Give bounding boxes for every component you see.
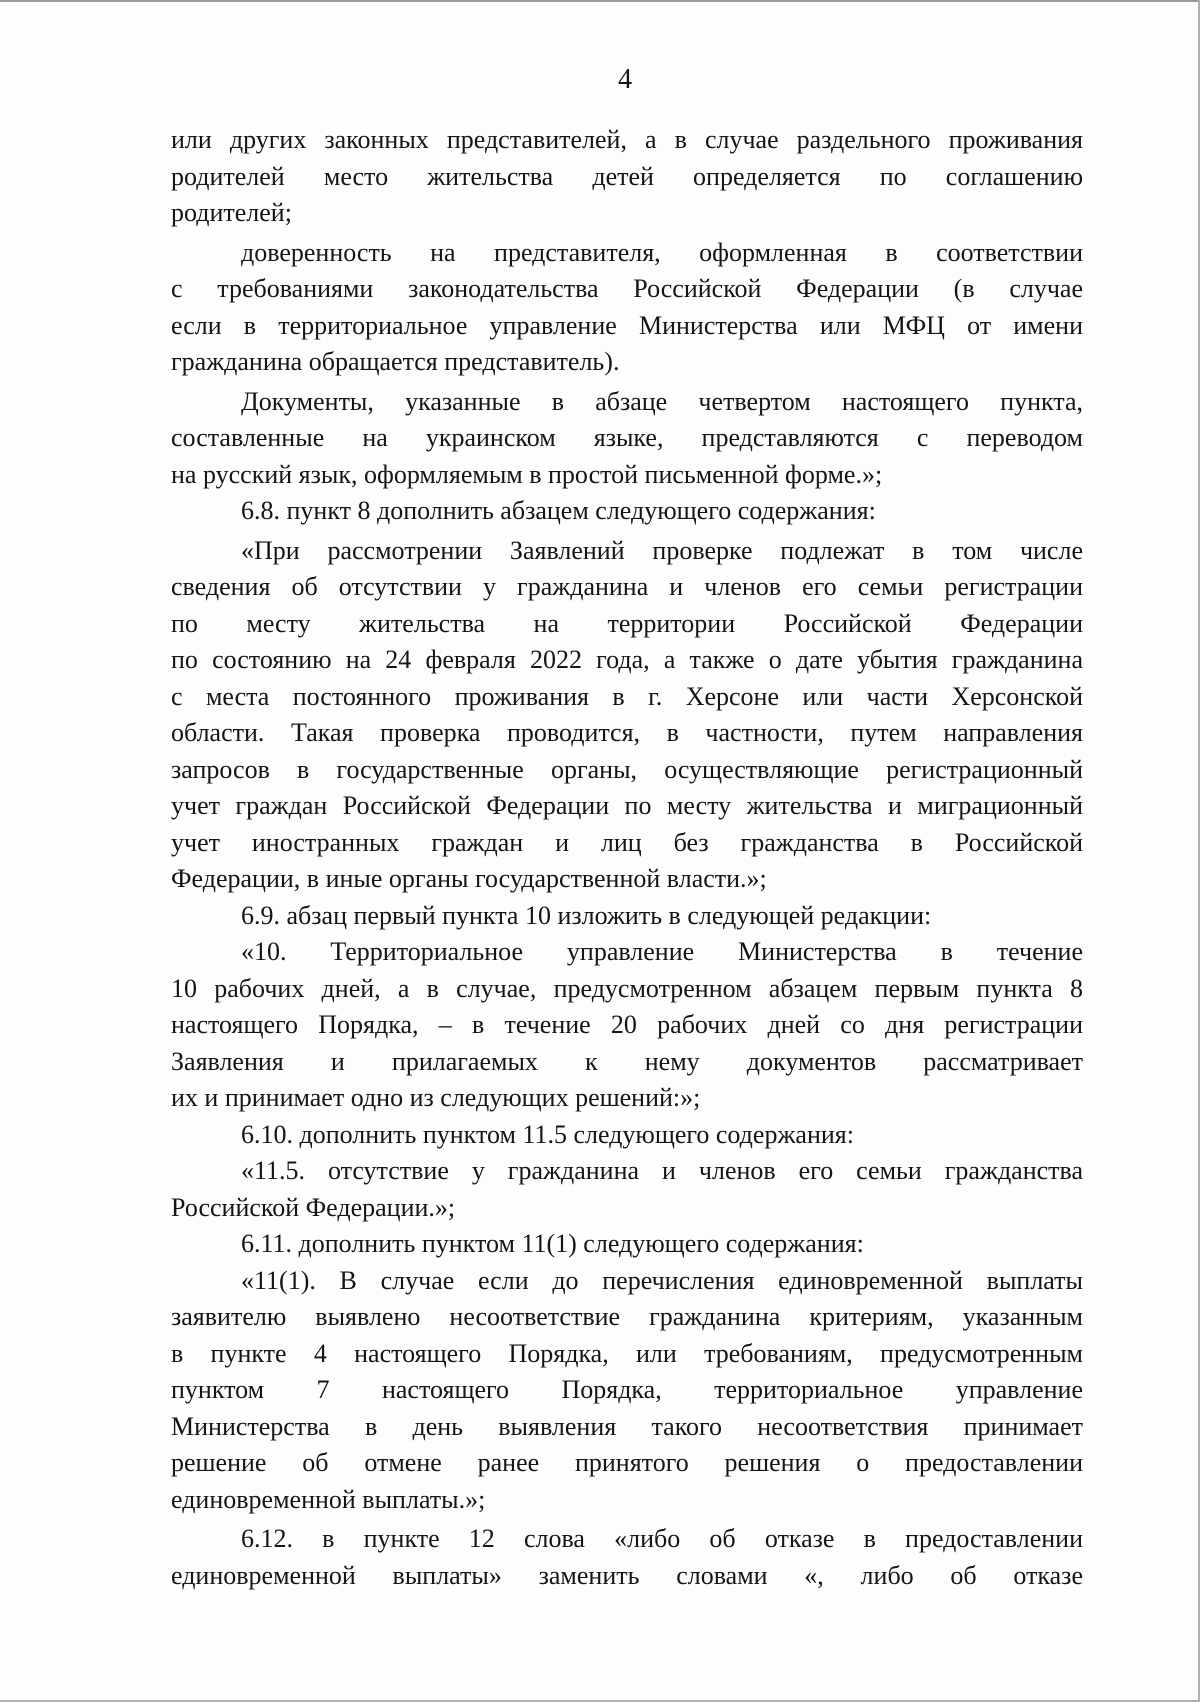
text-line: учет граждан Российской Федерации по месту жительства и миграционный — [171, 791, 1083, 820]
text-line: в пункте 4 настоящего Порядка, или требованиям, предусмотренным — [171, 1338, 1083, 1368]
text-line: на русский язык, оформляемым в простой письменной форме.»; — [171, 459, 883, 489]
page-number: 4 — [618, 64, 632, 95]
paragraph — [171, 1521, 1083, 1594]
text-line: гражданина обращается представитель). — [171, 347, 620, 376]
text-line: по состоянию на 24 февраля 2022 года, а также о дате убытия гражданина — [171, 645, 1083, 674]
text-line: Российской Федерации.»; — [171, 1192, 456, 1222]
text-line: учет иностранных граждан и лиц без гражданства в Российской — [171, 827, 1083, 857]
paragraph — [171, 384, 1083, 494]
text-line: «11(1). В случае если до перечисления единовременной выплаты — [241, 1265, 1083, 1295]
text-line: решение об отмене ранее принятого решения о предоставлении — [171, 1448, 1083, 1477]
text-line: по месту жительства на территории Российской Федерации — [171, 608, 1083, 638]
text-line: настоящего Порядка, – в течение 20 рабочих дней со дня регистрации — [171, 1010, 1083, 1039]
text-line: 10 рабочих дней, а в случае, предусмотренном абзацем первым пункта 8 — [171, 973, 1083, 1003]
text-line: «10. Территориальное управление Министерства в течение — [241, 937, 1083, 966]
text-line: доверенность на представителя, оформленная в соответствии — [241, 237, 1083, 267]
paragraph — [171, 934, 1083, 1117]
text-line: или других законных представителей, а в случае раздельного проживания — [171, 125, 1083, 154]
text-line: единовременной выплаты.»; — [171, 1484, 486, 1514]
text-line: составленные на украинском языке, представляются с переводом — [171, 423, 1083, 452]
text-line: «11.5. отсутствие у гражданина и членов его семьи гражданства — [241, 1156, 1083, 1185]
text-line: Заявления и прилагаемых к нему документов рассматривает — [171, 1046, 1083, 1076]
page-edge-top — [0, 0, 1200, 2]
text-line: заявителю выявлено несоответствие гражданина критериям, указанным — [171, 1302, 1083, 1331]
paragraph — [171, 898, 1083, 935]
paragraph — [171, 122, 1083, 232]
text-line: 6.12. в пункте 12 слова «либо об отказе в предоставлении — [241, 1524, 1083, 1553]
text-line: родителей; — [171, 198, 292, 227]
text-line: 6.9. абзац первый пункта 10 изложить в следующей редакции: — [241, 900, 932, 930]
paragraph — [171, 1117, 1083, 1154]
text-line: единовременной выплаты» заменить словами «, либо об отказе — [171, 1560, 1083, 1590]
paragraph — [171, 493, 1083, 530]
paragraph — [171, 235, 1083, 381]
paragraph — [171, 533, 1083, 898]
text-line: 6.8. пункт 8 дополнить абзацем следующего содержания: — [241, 496, 876, 525]
text-line: сведения об отсутствии у гражданина и членов его семьи регистрации — [171, 572, 1083, 601]
text-line: пунктом 7 настоящего Порядка, территориальное управление — [171, 1375, 1083, 1404]
text-line: «При рассмотрении Заявлений проверке подлежат в том числе — [241, 535, 1083, 565]
text-line: Документы, указанные в абзаце четвертом настоящего пункта, — [241, 386, 1083, 416]
text-line: с требованиями законодательства Российской Федерации (в случае — [171, 274, 1083, 303]
text-line: Федерации, в иные органы государственной власти.»; — [171, 864, 767, 893]
text-line: родителей место жительства детей определяется по соглашению — [171, 161, 1083, 191]
text-line: 6.11. дополнить пунктом 11(1) следующего содержания: — [241, 1229, 864, 1258]
text-line: с места постоянного проживания в г. Херсоне или части Херсонской — [171, 681, 1083, 711]
text-line: Министерства в день выявления такого несоответствия принимает — [171, 1411, 1083, 1441]
paragraph — [171, 1226, 1083, 1263]
text-line: запросов в государственные органы, осуществляющие регистрационный — [171, 754, 1083, 784]
paragraph — [171, 1263, 1083, 1519]
text-line: их и принимает одно из следующих решений:»; — [171, 1083, 701, 1112]
text-line: 6.10. дополнить пунктом 11.5 следующего содержания: — [241, 1119, 854, 1149]
text-line: если в территориальное управление Министерства или МФЦ от имени — [171, 310, 1083, 340]
paragraph — [171, 1153, 1083, 1226]
text-line: области. Такая проверка проводится, в частности, путем направления — [171, 718, 1083, 747]
document-body — [171, 122, 1083, 1594]
